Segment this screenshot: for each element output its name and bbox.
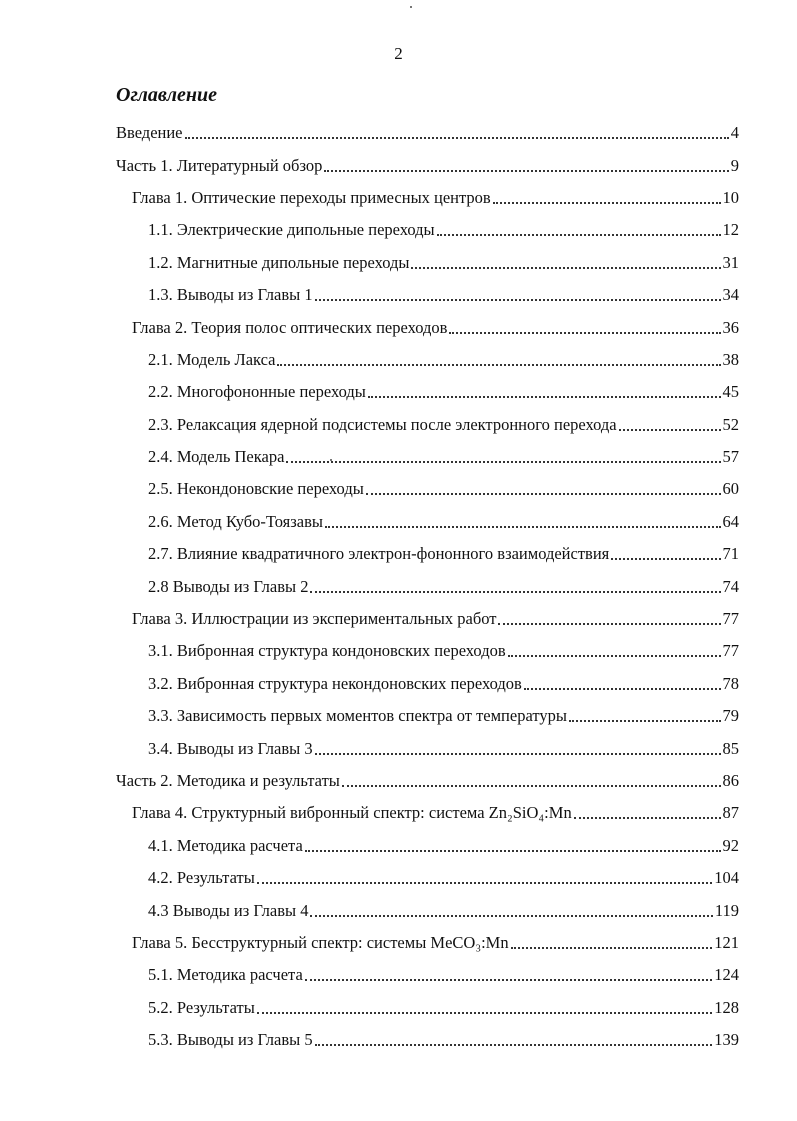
- toc-entry-label: 1.3. Выводы из Главы 1: [148, 285, 313, 305]
- toc-entry-label: Часть 1. Литературный обзор: [116, 155, 323, 175]
- toc-entry-label: Глава 4. Структурный вибронный спектр: система Zn₂SiO₄:Mn: [132, 803, 572, 823]
- toc-entry[interactable]: [0, 603, 797, 635]
- toc-entry[interactable]: [0, 538, 797, 570]
- toc-entry-label: Введение: [116, 123, 183, 143]
- toc-entry-label: 2.8 Выводы из Главы 2: [148, 576, 309, 596]
- dot-leader: [508, 651, 721, 657]
- dot-leader: [277, 360, 720, 366]
- dot-leader: [611, 554, 720, 560]
- toc-entry-label: 2.4. Модель Пекара: [148, 447, 285, 467]
- toc-entry[interactable]: [0, 959, 797, 991]
- toc-entry[interactable]: [0, 344, 797, 376]
- toc-entry[interactable]: [0, 862, 797, 894]
- toc-entry-page: 139: [714, 1030, 739, 1050]
- dot-leader: [368, 392, 721, 398]
- toc-entry-page: 36: [722, 317, 739, 337]
- toc-entry-label: 3.2. Вибронная структура некондоновских переходов: [148, 673, 522, 693]
- toc-entry-label: 2.1. Модель Лакса: [148, 349, 276, 369]
- toc-entry-page: 74: [722, 576, 739, 596]
- toc-entry[interactable]: [0, 279, 797, 311]
- toc-entry-page: 86: [722, 771, 739, 790]
- dot-leader: [569, 716, 721, 722]
- dot-leader: [185, 133, 729, 139]
- toc-entry-page: 4: [730, 123, 739, 143]
- page-number: 2: [394, 44, 403, 63]
- toc-entry-label: 3.1. Вибронная структура кондоновских переходов: [148, 641, 506, 661]
- toc-entry-page: 78: [722, 673, 739, 693]
- toc-entry[interactable]: [0, 506, 797, 538]
- dot-leader: [411, 263, 720, 269]
- toc-entry-label: 2.7. Влияние квадратичного электрон-фононного взаимодействия: [148, 544, 610, 564]
- toc-entry-page: 71: [722, 544, 739, 564]
- toc-entry-page: 9: [730, 155, 739, 175]
- dot-leader: [493, 198, 721, 204]
- toc-entry[interactable]: [0, 700, 797, 732]
- toc-entry[interactable]: [0, 149, 797, 181]
- toc-entry-label: 3.3. Зависимость первых моментов спектра от температуры: [148, 706, 567, 726]
- toc-entry-page: 45: [722, 382, 739, 402]
- toc-entry-page: 12: [722, 220, 739, 240]
- toc-entry-label: Часть 2. Методика и результаты: [116, 771, 340, 790]
- toc-entry-label: 4.3 Выводы из Главы 4: [148, 900, 309, 920]
- dot-leader: [619, 425, 721, 431]
- scan-speck: [330, 459, 332, 461]
- toc-entry-label: 2.3. Релаксация ядерной подсистемы после электронного перехода: [148, 414, 617, 434]
- toc-entry-label: 4.1. Методика расчета: [148, 835, 303, 855]
- dot-leader: [574, 813, 721, 819]
- dot-leader: [511, 943, 713, 949]
- dot-leader: [524, 684, 721, 690]
- toc-entry[interactable]: [0, 311, 797, 343]
- toc-entry[interactable]: [0, 1024, 797, 1056]
- toc-entry-page: 77: [722, 641, 739, 661]
- toc-entry-page: 34: [722, 285, 739, 305]
- toc-entry-label: Глава 3. Иллюстрации из экспериментальных работ: [132, 609, 497, 629]
- toc-entry-label: 5.3. Выводы из Главы 5: [148, 1030, 313, 1050]
- toc-entry-label: 2.2. Многофононные переходы: [148, 382, 366, 402]
- toc-entry-label: 4.2. Результаты: [148, 868, 255, 888]
- toc-entry-page: 119: [714, 900, 739, 920]
- toc-entry[interactable]: [0, 927, 797, 959]
- toc-entry-label: Глава 1. Оптические переходы примесных центров: [132, 187, 491, 207]
- toc-entry-page: 31: [722, 252, 739, 272]
- toc-entry[interactable]: [0, 894, 797, 926]
- toc-entry-label: 1.2. Магнитные дипольные переходы: [148, 252, 410, 272]
- toc-entry-label: 5.1. Методика расчета: [148, 965, 303, 985]
- toc-entry-page: 87: [722, 803, 739, 823]
- dot-leader: [257, 878, 712, 884]
- toc-entry[interactable]: [0, 441, 797, 473]
- dot-leader: [310, 587, 720, 593]
- toc-entry[interactable]: [0, 182, 797, 214]
- toc-entry-label: 1.1. Электрические дипольные переходы: [148, 220, 435, 240]
- page-title: Оглавление: [116, 84, 218, 106]
- toc-entry-page: 60: [722, 479, 739, 499]
- dot-leader: [366, 489, 721, 495]
- toc-entry-label: 2.5. Некондоновские переходы: [148, 479, 364, 499]
- toc-entry[interactable]: [0, 765, 797, 797]
- scan-speck: [410, 6, 412, 8]
- toc-entry[interactable]: [0, 473, 797, 505]
- toc-entry[interactable]: [0, 214, 797, 246]
- dot-leader: [437, 230, 721, 236]
- toc-entry-page: 64: [722, 511, 739, 531]
- toc-entry[interactable]: [0, 668, 797, 700]
- dot-leader: [498, 619, 720, 625]
- toc-entry-label: 2.6. Метод Кубо-Тоязавы: [148, 511, 323, 531]
- toc-entry-page: 79: [722, 706, 739, 726]
- dot-leader: [257, 1008, 712, 1014]
- dot-leader: [286, 457, 720, 463]
- toc-entry[interactable]: [0, 830, 797, 862]
- toc-entry-label: Глава 5. Бесструктурный спектр: системы MeCO₃:Mn: [132, 932, 509, 952]
- toc-entry[interactable]: [0, 376, 797, 408]
- toc-entry[interactable]: [0, 797, 797, 829]
- toc-entry-page: 92: [722, 835, 739, 855]
- dot-leader: [305, 846, 721, 852]
- toc-entry[interactable]: [0, 635, 797, 667]
- toc-entry-page: 124: [714, 965, 739, 985]
- toc-entry-page: 57: [722, 447, 739, 467]
- dot-leader: [315, 749, 721, 755]
- toc-entry-page: 52: [722, 414, 739, 434]
- dot-leader: [310, 911, 712, 917]
- toc-entry[interactable]: [0, 247, 797, 279]
- toc-entry-page: 85: [722, 738, 739, 758]
- dot-leader: [449, 328, 720, 334]
- toc-entry-page: 128: [714, 997, 739, 1017]
- toc-entry-page: 104: [714, 868, 739, 888]
- toc-entry[interactable]: [0, 992, 797, 1024]
- toc-entry-label: 3.4. Выводы из Главы 3: [148, 738, 313, 758]
- toc-entry[interactable]: [0, 570, 797, 602]
- toc-entry-page: 77: [722, 609, 739, 629]
- toc-entry-label: 5.2. Результаты: [148, 997, 255, 1017]
- toc-entry-page: 121: [714, 932, 739, 952]
- toc-entry[interactable]: [0, 409, 797, 441]
- toc-entry-label: Глава 2. Теория полос оптических переходов: [132, 317, 448, 337]
- toc-entry-page: 38: [722, 349, 739, 369]
- dot-leader: [342, 781, 721, 787]
- dot-leader: [325, 522, 721, 528]
- toc-entry[interactable]: [0, 117, 797, 149]
- dot-leader: [315, 295, 721, 301]
- dot-leader: [305, 975, 712, 981]
- dot-leader: [315, 1040, 713, 1046]
- table-of-contents: [0, 117, 797, 1056]
- dot-leader: [324, 166, 728, 172]
- toc-entry-page: 10: [722, 187, 739, 207]
- toc-entry[interactable]: [0, 732, 797, 764]
